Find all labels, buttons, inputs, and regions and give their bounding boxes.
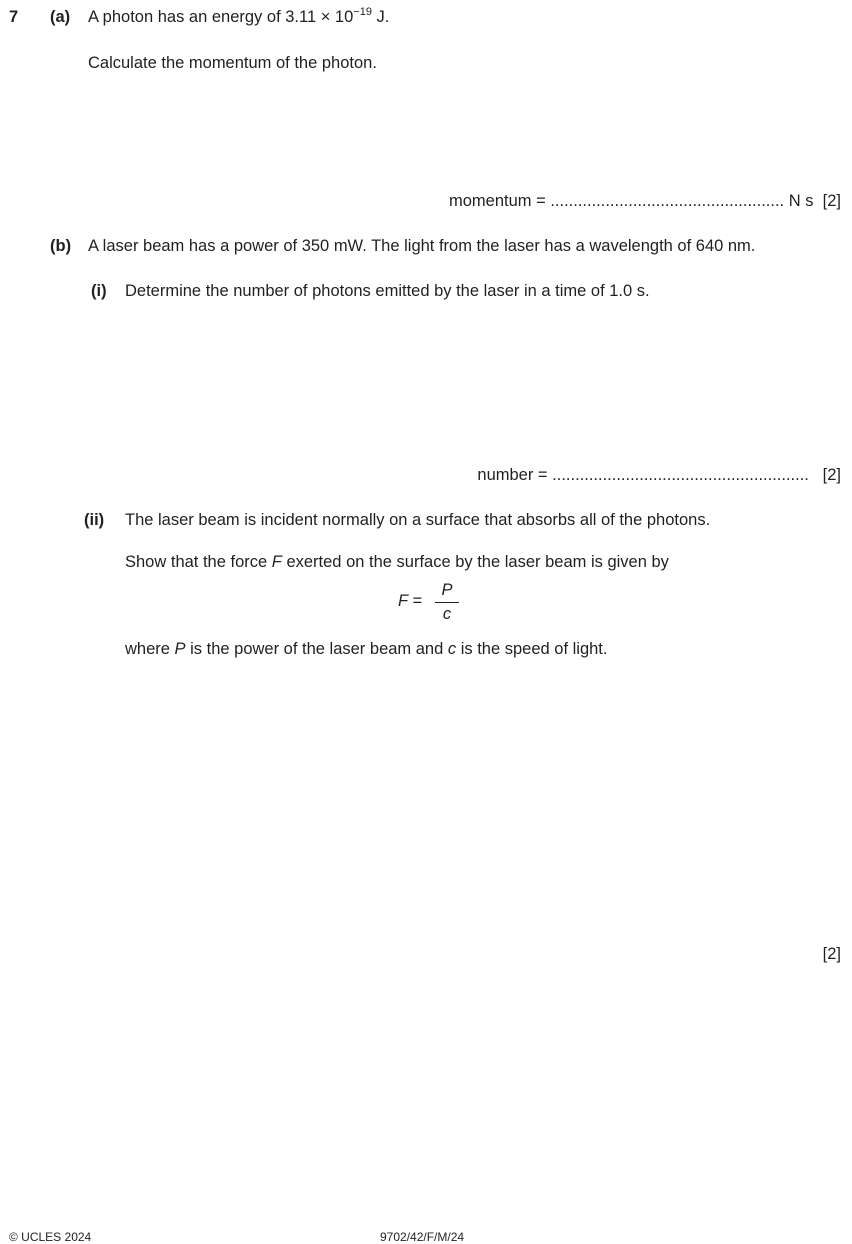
momentum-answer-label: momentum = (448, 192, 551, 210)
equation-equals: = (408, 592, 423, 610)
part-b-ii-text: The laser beam is incident normally on a surface that absorbs all of the photons. (125, 511, 711, 529)
part-b-i-text: Determine the number of photons emitted by the laser in a time of 1.0 s. (125, 282, 650, 300)
number-answer-label: number = (477, 466, 553, 484)
part-a-text-after: J. (371, 8, 390, 26)
part-b-ii-label: (ii) (84, 511, 105, 529)
where-text-2: is the power of the laser beam and (185, 640, 448, 658)
show-text-after: exerted on the surface by the laser beam is given by (281, 553, 669, 571)
where-text-3: is the speed of light. (456, 640, 608, 658)
show-text-before: Show that the force (125, 553, 272, 571)
part-a-text-before: A photon has an energy of 3.11 × 10 (88, 8, 354, 26)
part-b-i-marks: [2] (822, 466, 841, 484)
equation-fraction (435, 580, 459, 624)
part-b-ii-marks: [2] (822, 945, 841, 963)
momentum-answer-dots[interactable]: ................................................... (550, 192, 785, 210)
equation-lhs-var: F (398, 592, 409, 610)
part-b-i-label: (i) (91, 282, 107, 300)
where-variable-c: c (447, 640, 457, 658)
momentum-answer-unit: N s (784, 192, 814, 210)
momentum-answer-line[interactable] (449, 192, 841, 211)
where-text-1: where (125, 640, 175, 658)
part-b-label: (b) (50, 237, 72, 255)
part-b-text: A laser beam has a power of 350 mW. The light from the laser has a wavelength of 640 nm. (88, 237, 756, 255)
part-a-text (88, 8, 389, 27)
part-a-instruction: Calculate the momentum of the photon. (88, 54, 377, 72)
fraction-bar (435, 602, 459, 603)
part-a-exponent: −19 (353, 6, 372, 18)
question-number: 7 (9, 8, 19, 26)
equation-lhs (398, 592, 422, 611)
equation-denominator: c (442, 605, 452, 623)
part-a-label: (a) (50, 8, 71, 26)
part-a-marks: [2] (822, 192, 841, 210)
footer-paper-code: 9702/42/F/M/24 (380, 1230, 465, 1244)
part-b-ii-show-text (125, 553, 669, 572)
show-variable-f: F (271, 553, 282, 571)
part-b-ii-where-text (125, 640, 607, 659)
footer-copyright: © UCLES 2024 (9, 1230, 92, 1244)
equation-numerator: P (441, 581, 453, 599)
number-answer-dots[interactable]: ........................................................ (552, 466, 809, 484)
number-answer-line[interactable] (477, 466, 841, 485)
where-variable-p: P (174, 640, 186, 658)
